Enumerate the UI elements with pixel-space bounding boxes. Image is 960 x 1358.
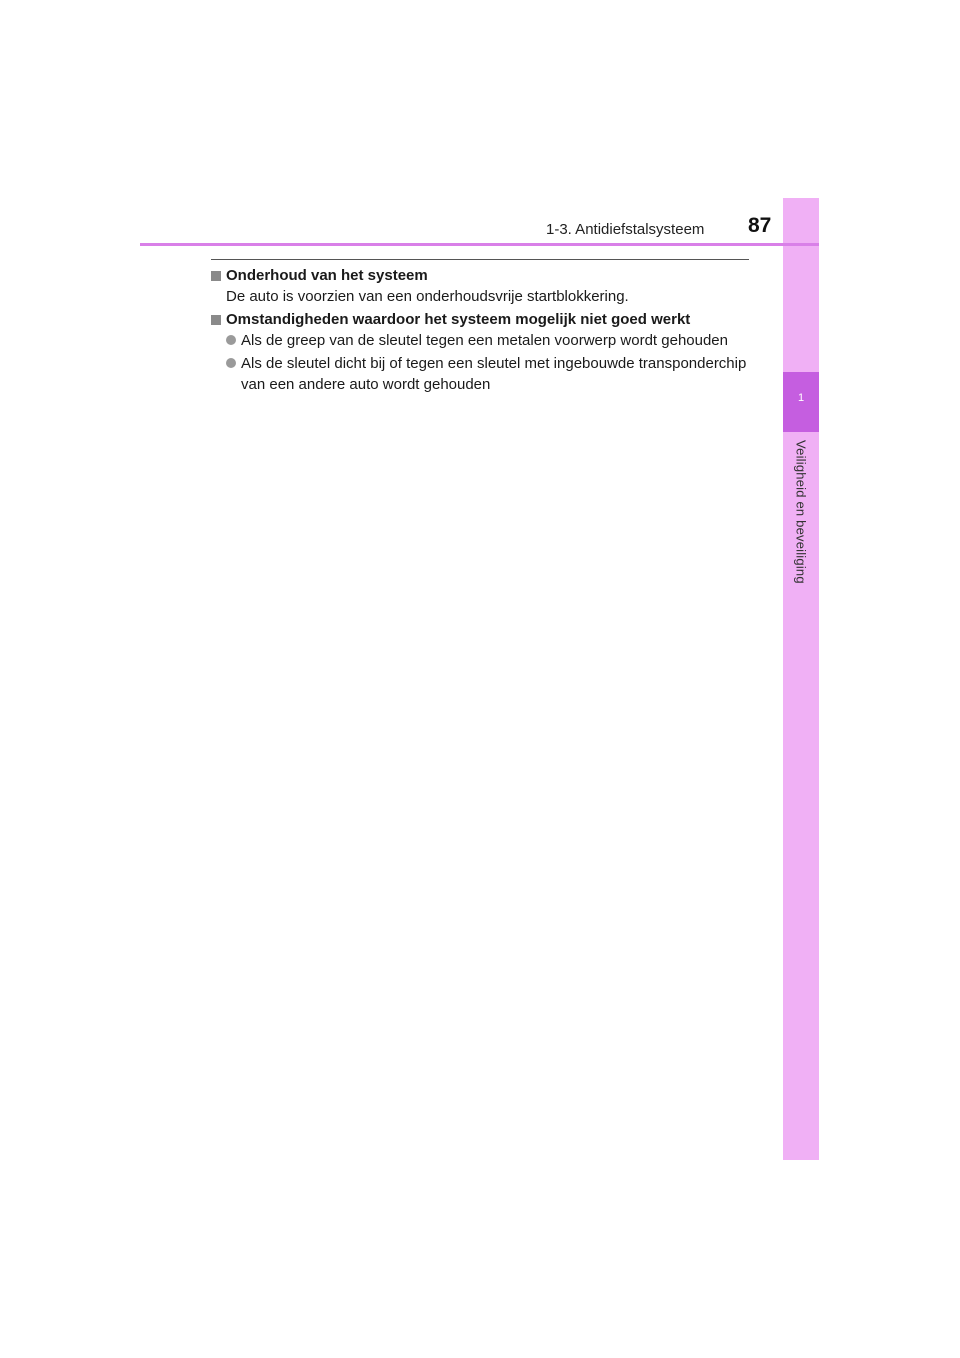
- chapter-title: Veiligheid en beveiliging: [793, 440, 809, 584]
- section-heading: [211, 309, 756, 330]
- page-number: 87: [748, 214, 772, 237]
- section-maintenance: [211, 265, 756, 307]
- chapter-number: 1: [797, 392, 805, 404]
- header-rule: [140, 243, 819, 246]
- section-body-text: De auto is voorzien van een onderhoudsvrije startblokkering.: [226, 288, 629, 305]
- section-conditions: [211, 309, 756, 395]
- content-divider: [211, 259, 749, 260]
- square-bullet-icon: [211, 271, 221, 281]
- header-section-title: 1-3. Antidiefstalsysteem: [546, 221, 705, 238]
- circle-bullet-icon: [226, 358, 236, 368]
- square-bullet-icon: [211, 315, 221, 325]
- section-heading: [211, 265, 756, 286]
- circle-bullet-icon: [226, 335, 236, 345]
- side-tab-strip: [783, 198, 819, 1160]
- list-item-text: Als de greep van de sleutel tegen een metalen voorwerp wordt gehouden: [241, 332, 728, 349]
- list-item: [211, 353, 756, 395]
- list-item: [211, 330, 756, 351]
- section-heading-text: Onderhoud van het systeem: [226, 267, 428, 284]
- page-content: [211, 265, 756, 397]
- list-item-text: Als de sleutel dicht bij of tegen een sleutel met ingebouwde transponderchip van een andere auto wordt gehouden: [241, 355, 747, 393]
- section-heading-text: Omstandigheden waardoor het systeem mogelijk niet goed werkt: [226, 311, 691, 328]
- bullet-list: [211, 330, 756, 395]
